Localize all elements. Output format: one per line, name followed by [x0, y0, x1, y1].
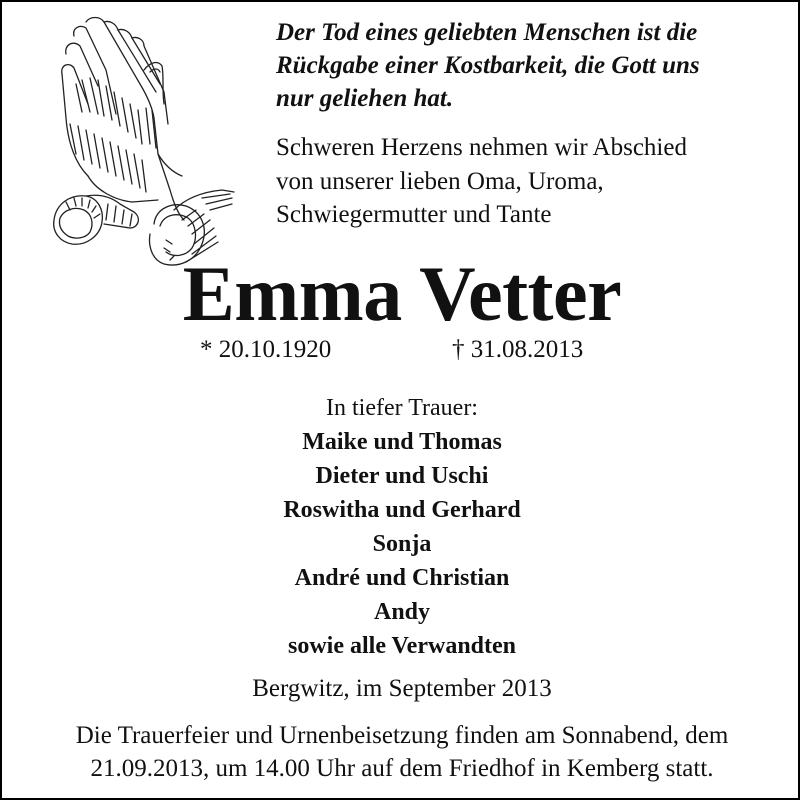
mourner-name: André und Christian: [294, 565, 510, 591]
mourner-name: Dieter und Uschi: [315, 463, 489, 489]
death-date: † 31.08.2013: [452, 336, 584, 363]
mourner-name: sowie alle Verwandten: [288, 633, 516, 659]
quote-line: Der Tod eines geliebten Menschen ist die: [276, 19, 698, 46]
funeral-line: Die Trauerfeier und Urnenbeisetzung finden am Sonnabend, dem: [75, 722, 729, 749]
mourners-list: [2, 391, 800, 663]
farewell-text: [276, 131, 796, 232]
funeral-line: 21.09.2013, um 14.00 Uhr auf dem Friedhof in Kemberg statt.: [90, 755, 714, 782]
quote-line: nur geliehen hat.: [276, 85, 454, 112]
mourner-name: Maike und Thomas: [302, 429, 502, 455]
deceased-name: Emma Vetter: [182, 250, 622, 337]
quote-line: Rückgabe einer Kostbarkeit, die Gott uns: [276, 52, 700, 79]
mourner-name: Sonja: [372, 531, 432, 557]
quote-text: [276, 16, 796, 115]
mourners-heading: In tiefer Trauer:: [326, 395, 478, 421]
farewell-line: Schweren Herzens nehmen wir Abschied: [276, 134, 687, 161]
funeral-info: [2, 719, 800, 785]
praying-hands-icon: [46, 14, 238, 276]
mourner-name: Roswitha und Gerhard: [283, 497, 521, 523]
farewell-line: von unserer lieben Oma, Uroma,: [276, 167, 604, 195]
birth-date: * 20.10.1920: [200, 336, 332, 363]
farewell-line: Schwiegermutter und Tante: [276, 201, 552, 228]
place-and-date: Bergwitz, im September 2013: [252, 675, 552, 702]
mourner-name: Andy: [373, 599, 431, 625]
